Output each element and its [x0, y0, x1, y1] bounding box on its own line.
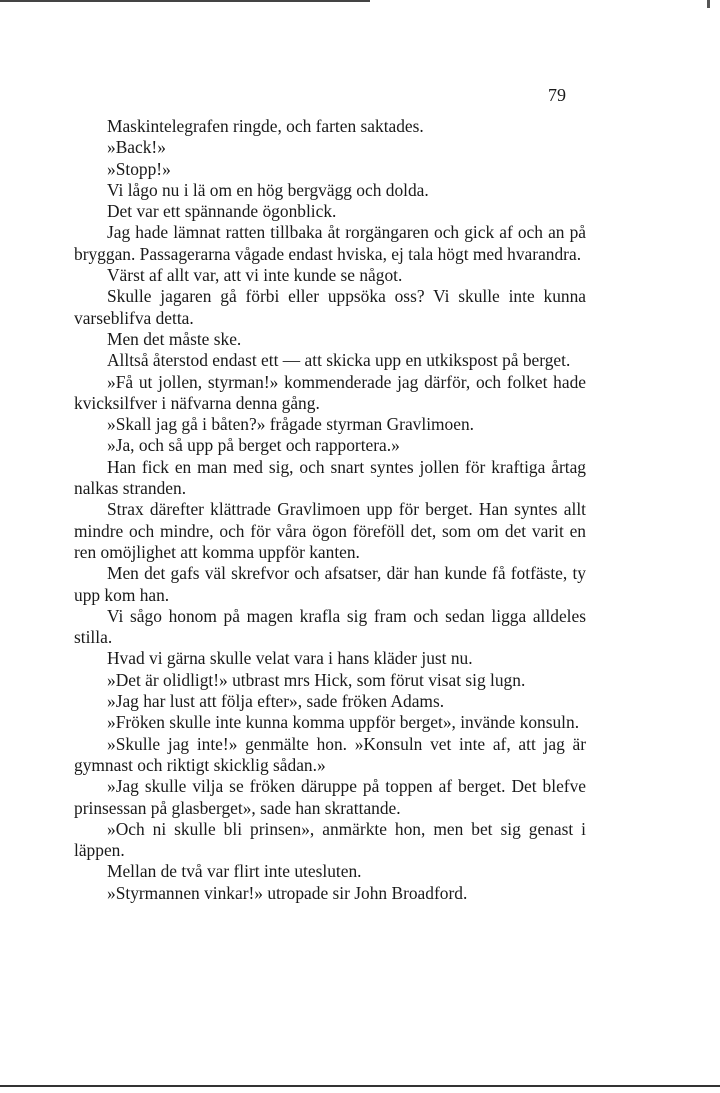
paragraph: »Jag har lust att följa efter», sade fröken Adams.: [107, 691, 445, 712]
corner-mark: [707, 0, 710, 8]
paragraph: Hvad vi gärna skulle velat vara i hans kläder just nu.: [107, 648, 473, 669]
paragraph: »Styrmannen vinkar!» utropade sir John Broadford.: [107, 882, 468, 903]
body-text: [74, 116, 586, 904]
paragraph: Men det måste ske.: [107, 328, 242, 349]
paragraph: Han fick en man med sig, och snart syntes jollen för kraftiga årtag nalkas stranden.: [74, 456, 586, 499]
bottom-edge-rule: [0, 1085, 720, 1087]
top-edge-rule: [0, 0, 370, 2]
paragraph: »Det är olidligt!» utbrast mrs Hick, som förut visat sig lugn.: [107, 669, 526, 690]
paragraph: Alltså återstod endast ett — att skicka upp en utkikspost på berget.: [107, 350, 571, 371]
paragraph: Strax därefter klättrade Gravlimoen upp för berget. Han syntes allt mindre och mindre, och för våra ögon föreföll det, som om det varit en ren omöjlighet att komma uppför kanten.: [74, 499, 586, 562]
paragraph: Jag hade lämnat ratten tillbaka åt rorgängaren och gick af och an på bryggan. Passagerarna vågade endast hviska, ej tala högt med hvarandra.: [74, 222, 586, 264]
paragraph: Men det gafs väl skrefvor och afsatser, där han kunde få fotfäste, ty upp kom han.: [74, 563, 586, 605]
paragraph: Vi sågo honom på magen krafla sig fram och sedan ligga alldeles stilla.: [74, 605, 586, 648]
paragraph: Vi lågo nu i lä om en hög bergvägg och dolda.: [107, 179, 429, 200]
paragraph: »Stopp!»: [107, 158, 171, 179]
paragraph: »Jag skulle vilja se fröken däruppe på toppen af berget. Det blefve prinsessan på glasberget», sade han skrattande.: [74, 776, 586, 818]
paragraph: Värst af allt var, att vi inte kunde se något.: [107, 265, 403, 286]
paragraph: »Och ni skulle bli prinsen», anmärkte hon, men bet sig genast i läppen.: [74, 818, 586, 861]
paragraph: »Få ut jollen, styrman!» kommenderade jag därför, och folket hade kvicksilfver i näfvarna denna gång.: [74, 371, 586, 413]
paragraph: Maskintelegrafen ringde, och farten saktades.: [107, 116, 424, 136]
paragraph: Mellan de två var flirt inte utesluten.: [107, 861, 362, 882]
paragraph: Skulle jagaren gå förbi eller uppsöka oss? Vi skulle inte kunna varseblifva detta.: [74, 286, 586, 328]
paragraph: »Ja, och så upp på berget och rapportera.»: [107, 435, 400, 456]
page-number: 79: [548, 85, 566, 105]
paragraph: »Skulle jag inte!» genmälte hon. »Konsuln vet inte af, att jag är gymnast och riktigt skicklig sådan.»: [74, 733, 586, 775]
paragraph: Det var ett spännande ögonblick.: [107, 201, 337, 222]
paragraph: »Back!»: [107, 137, 166, 158]
paragraph: »Skall jag gå i båten?» frågade styrman Gravlimoen.: [107, 414, 475, 435]
paragraph: »Fröken skulle inte kunna komma uppför berget», invände konsuln.: [107, 712, 580, 733]
